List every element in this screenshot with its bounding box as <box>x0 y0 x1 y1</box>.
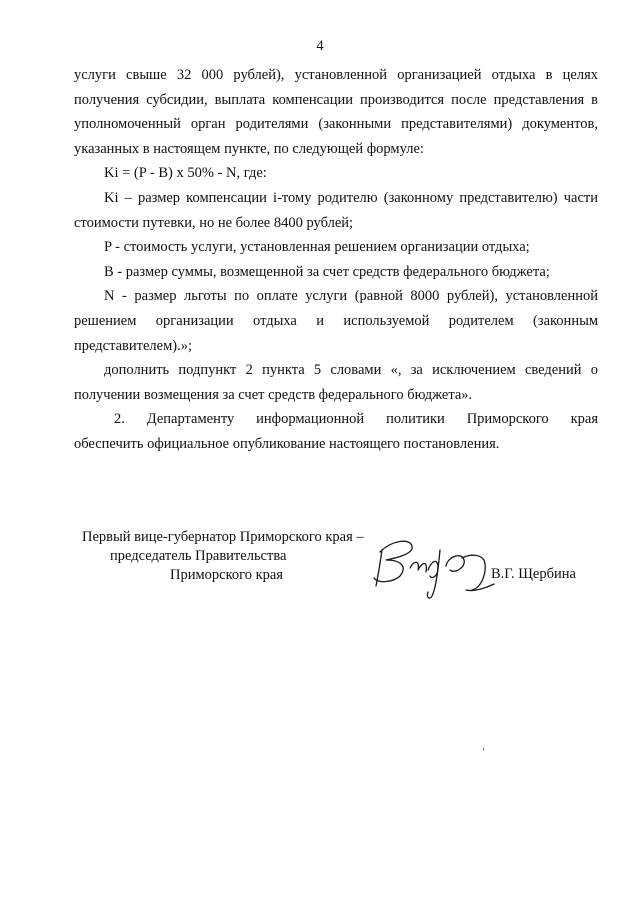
text-line: P - стоимость услуги, установленная решением организации отдыха; <box>104 239 530 256</box>
page-number: 4 <box>316 38 324 54</box>
signatory-title-line: председатель Правительства <box>110 548 287 564</box>
text-line: получения субсидии, выплата компенсации производится после представления в <box>74 91 598 108</box>
formula: Ki = (P - B) x 50% - N, где: <box>104 165 267 182</box>
text-line: получении возмещения за счет средств федерального бюджета». <box>74 386 473 403</box>
paragraph-continuation <box>74 63 598 457</box>
text-line: B - размер суммы, возмещенной за счет средств федерального бюджета; <box>104 263 550 280</box>
text-line: обеспечить официальное опубликование настоящего постановления. <box>74 435 500 452</box>
text-line: услуги свыше 32 000 рублей), установленной организацией отдыха в целях <box>74 67 598 83</box>
signatory-title-line: Первый вице-губернатор Приморского края – <box>82 529 364 545</box>
text-line: Ki – размер компенсации i-тому родителю (законному представителю) части <box>104 189 598 206</box>
text-line: уполномоченный орган родителями (законными представителями) документов, <box>74 116 598 133</box>
text-line: представителем).»; <box>74 337 192 354</box>
signatory-name: В.Г. Щербина <box>491 566 576 582</box>
text-line: стоимости путевки, но не более 8400 рублей; <box>74 214 354 231</box>
text-line: N - размер льготы по оплате услуги (равной 8000 рублей), установленной <box>104 288 598 305</box>
text-line: 2. Департаменту информационной политики Приморского края <box>114 411 598 428</box>
scan-speck <box>483 748 484 751</box>
text-line: указанных в настоящем пункте, по следующей формуле: <box>74 140 424 157</box>
handwritten-signature <box>366 530 501 600</box>
signatory-title-line: Приморского края <box>170 567 284 583</box>
text-line: решением организации отдыха и используемой родителем (законным <box>74 312 598 329</box>
signatory-title <box>82 528 364 585</box>
text-line: дополнить подпункт 2 пункта 5 словами «, за исключением сведений о <box>104 362 598 379</box>
